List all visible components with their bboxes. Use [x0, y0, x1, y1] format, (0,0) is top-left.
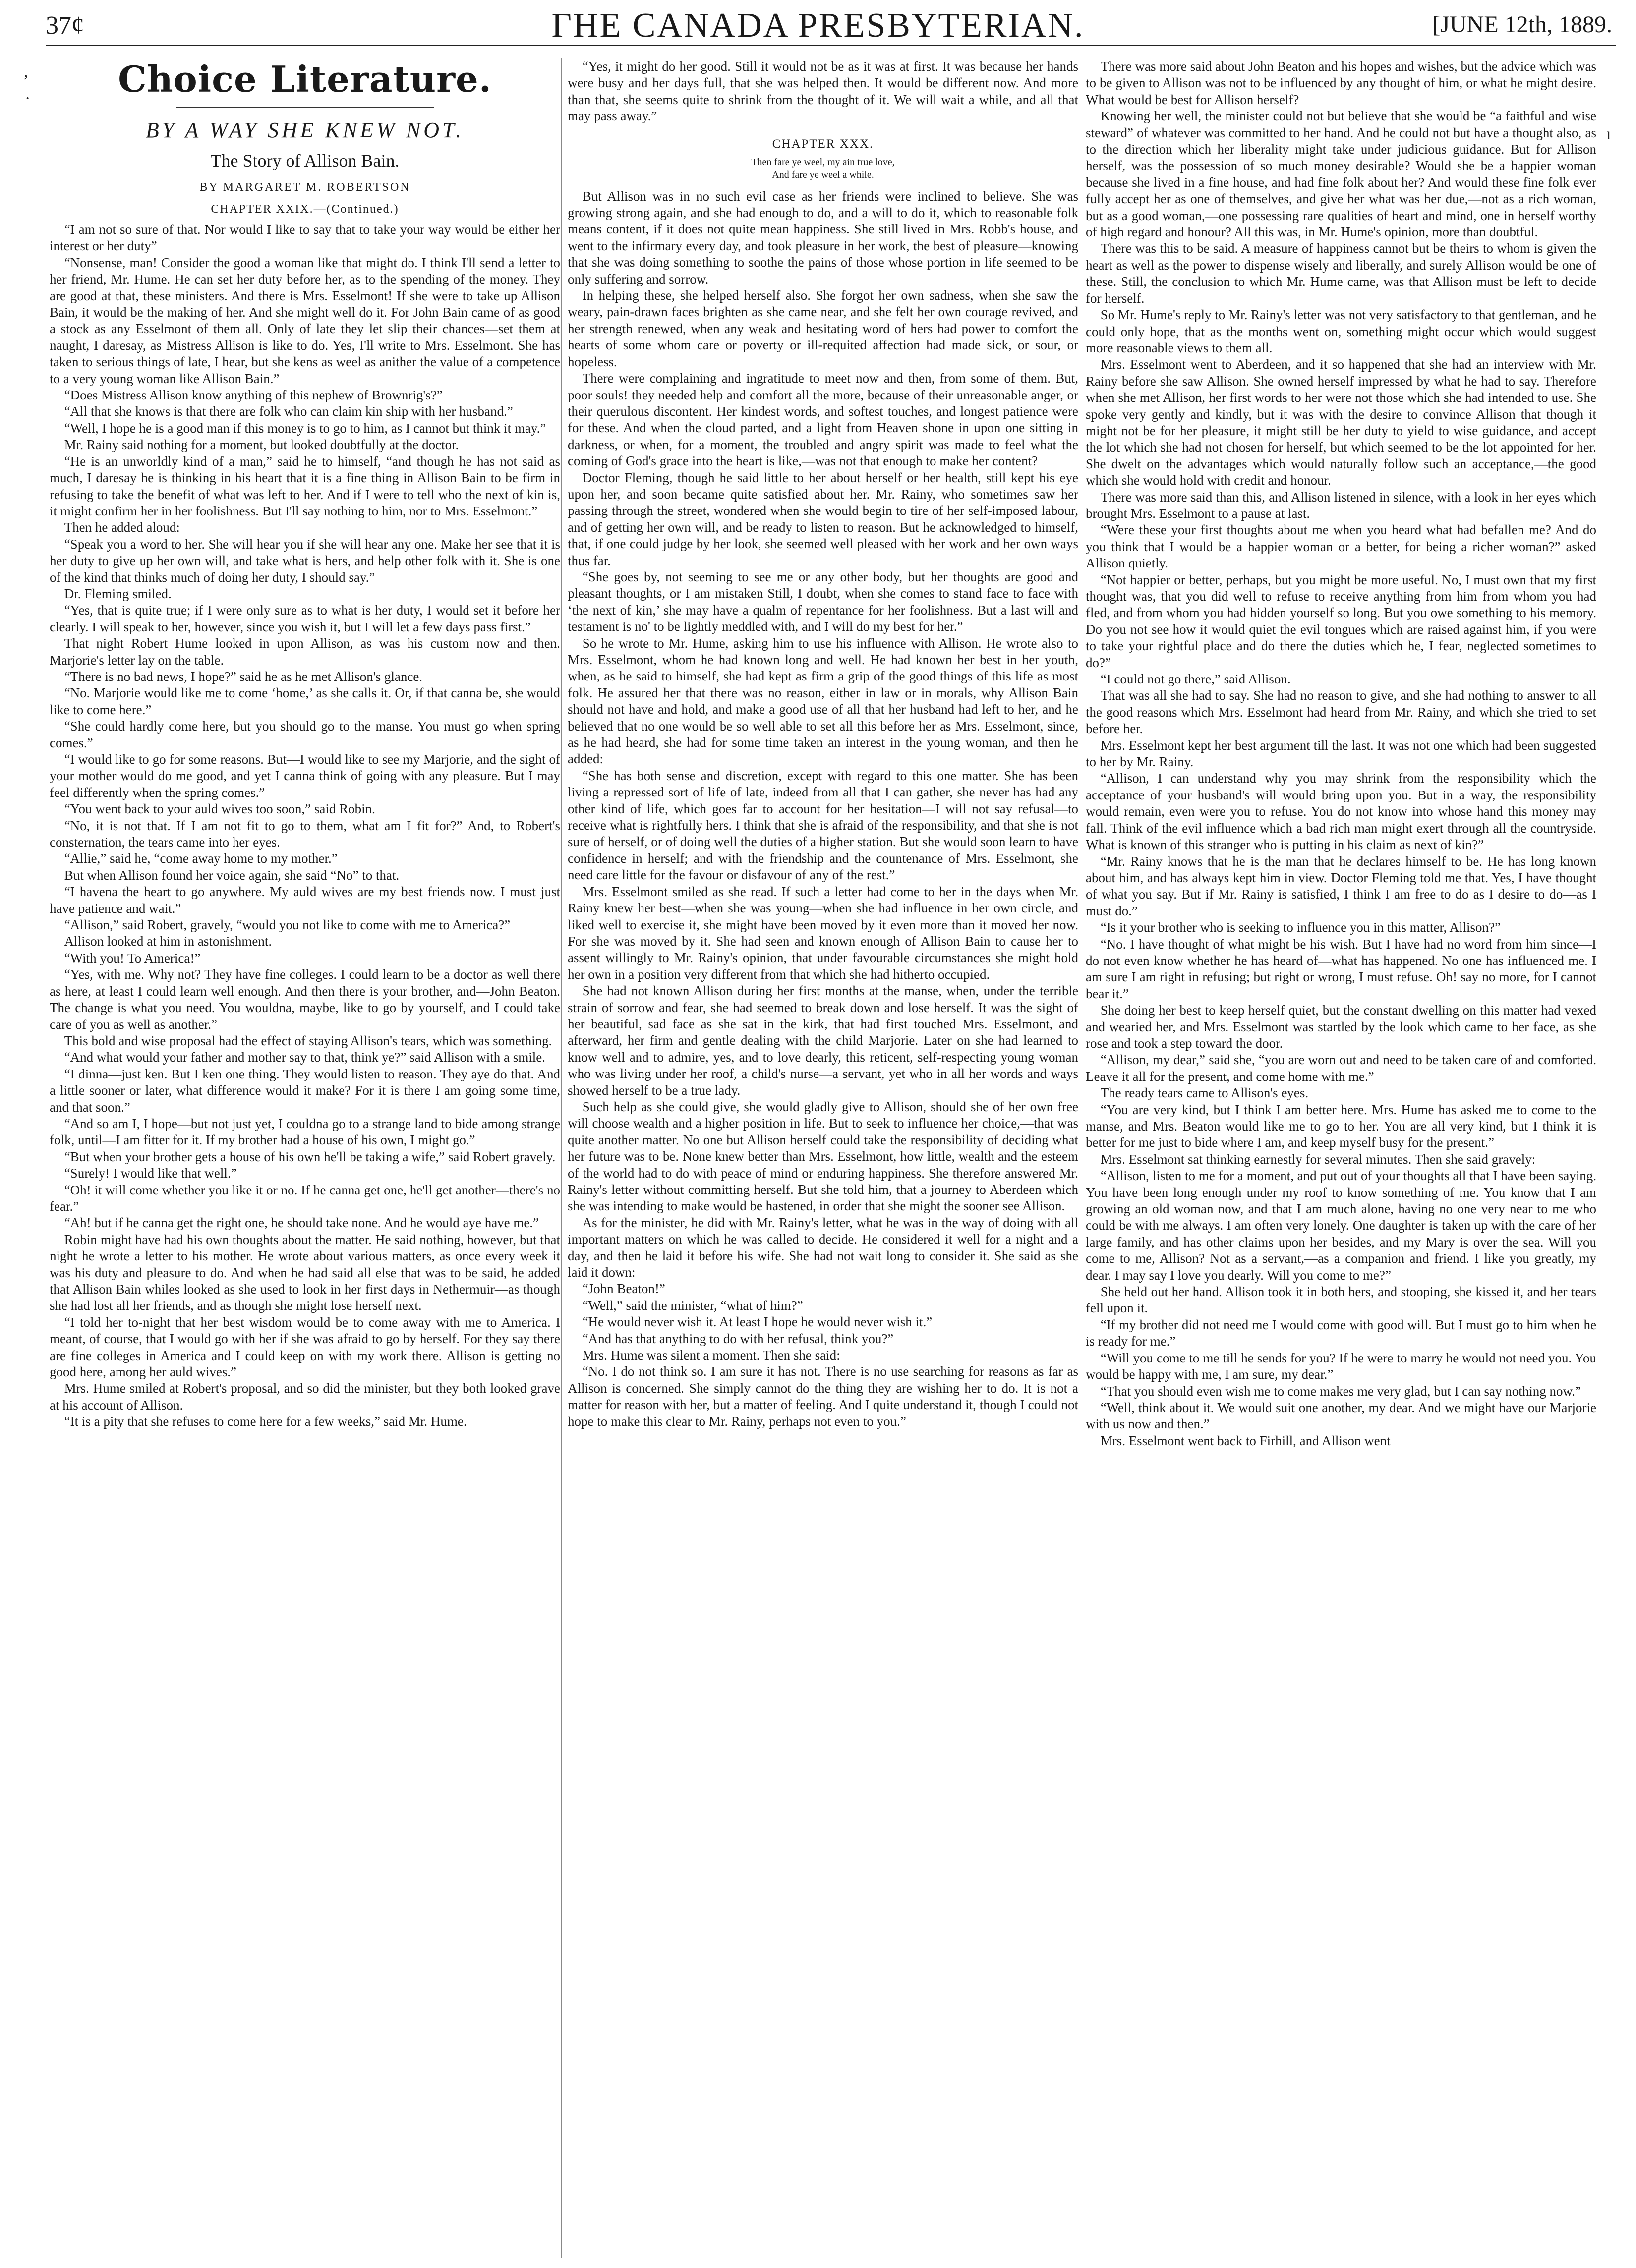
paragraph: “No. I have thought of what might be his wish. But I have had no word from him since—I do not even know whether he has heard of—what has happened. No one has influenced me. I am sure I am right in refusing; but right or wrong, I must refuse. Oh! say no more, for I cannot bear it.”	[1086, 936, 1596, 1001]
paragraph: “She could hardly come here, but you should go to the manse. You must go when spring comes.”	[50, 719, 560, 750]
paragraph: In helping these, she helped herself also. She forgot her own sadness, when she saw the weary, pain-drawn faces brighten as she came near, and she felt her own courage revived, and her strength renewed, when any weak and hesitating word of hers had power to comfort the hearts of some whom care or poverty or ill-requited affection had made sick, or sour, or hopeless.	[568, 288, 1078, 369]
paragraph: Mrs. Esselmont kept her best argument till the last. It was not one which had been suggested to her by Mr. Rainy.	[1086, 737, 1596, 770]
column-2-continuation	[568, 58, 1078, 125]
paragraph: “Ah! but if he canna get the right one, he should take none. And he would aye have me.”	[64, 1215, 539, 1231]
paragraph: “Well,” said the minister, “what of him?”	[582, 1298, 803, 1313]
epigraph-line: Then fare ye weel, my ain true love,	[751, 156, 895, 168]
paragraph: “There is no bad news, I hope?” said he as he met Allison's glance.	[64, 669, 423, 684]
paragraph: Mrs. Hume was silent a moment. Then she said:	[582, 1348, 840, 1363]
paragraph: “Were these your first thoughts about me when you heard what had befallen me? And do you think that I would be a happier woman or a better, for being a richer woman?” asked Allison quietly.	[1086, 522, 1596, 571]
paragraph: Then he added aloud:	[64, 520, 180, 535]
paragraph: “He is an unworldly kind of a man,” said he to himself, “and though he has not said as much, I daresay he is thinking in his heart that it is a fine thing in Allison Bain to be firm in refusing to take the benefit of what was left to her. And if I were to tell who the next of kin is, it might confirm her in her foolishness. But I'll say nothing to him, nor to Mrs. Esselmont.”	[50, 454, 560, 518]
paragraph: “John Beaton!”	[582, 1281, 665, 1297]
paragraph: “Yes, that is quite true; if I were only sure as to what is her duty, I would set it before her clearly. I will speak to her, however, since you wish it, but I will let a few days pass first.”	[50, 603, 560, 634]
paragraph: That night Robert Hume looked in upon Allison, as was his custom now and then. Marjorie's letter lay on the table.	[50, 636, 560, 668]
epigraph	[568, 156, 1078, 181]
paragraph: “Oh! it will come whether you like it or no. If he canna get one, he'll get another—there's no fear.”	[50, 1182, 560, 1214]
story-subtitle: The Story of Allison Bain.	[210, 151, 400, 170]
paragraph: Knowing her well, the minister could not but believe that she would be “a faithful and wise steward” of whatever was committed to her hand. And he could not but have a thought also, as to the direction which her liberality might take under judicious guidance. But for Allison herself, was the possession of so much money desirable? Would she be a happier woman because she lived in a fine house, and had fine folk about her? And would these fine folk ever fully accept her as one of themselves, and give her what was her due,—not as a rich woman, but as a good woman,—one possessing rare qualities of heart and mind, one in herself worthy of high regard and honour? All this was, in Mr. Hume's opinion, more than doubtful.	[1086, 109, 1596, 240]
paragraph: Mrs. Esselmont went back to Firhill, and Allison went	[1100, 1433, 1391, 1448]
margin-mark: ·	[25, 89, 31, 108]
paragraph: “She has both sense and discretion, except with regard to this one matter. She has been living a repressed sort of life of late, indeed from all that I can gather, she never has had any other kind of life, which goes far to account for her hesitation—I will not say refusal—to receive what is rightfully hers. I think that she is afraid of the responsibility, and that she is not sure of herself, or of doing well the duties of a higher station. But she would soon learn to have confidence in herself; and with the friendship and the countenance of Mrs. Esselmont, she need care little for the favour or disfavour of any of the rest.”	[568, 768, 1078, 883]
paragraph: “No, it is not that. If I am not fit to go to them, what am I fit for?” And, to Robert's consternation, the tears came into her eyes.	[50, 818, 560, 850]
paragraph: “If my brother did not need me I would come with good will. But I must go to him when he is ready for me.”	[1086, 1317, 1596, 1349]
paragraph: “You are very kind, but I think I am better here. Mrs. Hume has asked me to come to the manse, and Mrs. Beaton would like me to go to her. You are all very kind, but I think it is better for me just to bide where I am, and keep myself busy for the present.”	[1086, 1102, 1596, 1150]
byline: BY MARGARET M. ROBERTSON	[199, 181, 410, 194]
column-3	[1086, 58, 1596, 2263]
paragraph: This bold and wise proposal had the effect of staying Allison's tears, which was something.	[64, 1033, 552, 1048]
paragraph: “Not happier or better, perhaps, but you might be more useful. No, I must own that my first thought was, that you did well to refuse to receive anything from him from whom you had fled, and from whom you had hidden yourself so long. But you owe something to his memory. Do you not see how it would quiet the evil tongues which are raised against him, if you were to take your rightful place and do there the duties which he, I fear, neglected sometimes to do?”	[1086, 572, 1596, 670]
paragraph: “Yes, it might do her good. Still it would not be as it was at first. It was because her hands were busy and her days full, that she was helped then. It would be different now. And more than that, she seems quite to shrink from the thought of it. We will wait a while, and all that may pass away.”	[568, 59, 1078, 124]
paragraph: She doing her best to keep herself quiet, but the constant dwelling on this matter had vexed and wearied her, and Mrs. Esselmont was startled by the look which came to her face, as she rose and took a step toward the door.	[1086, 1003, 1596, 1051]
paragraph: “Allison,” said Robert, gravely, “would you not like to come with me to America?”	[64, 917, 511, 933]
paragraph: “No. Marjorie would like me to come ‘home,’ as she calls it. Or, if that canna be, she would like to come here.”	[50, 685, 560, 717]
paragraph: “I dinna—just ken. But I ken one thing. They would listen to reason. They aye do that. And a little sooner or later, what difference would it make? For it is there I am going some time, and that soon.”	[50, 1066, 560, 1115]
column-divider	[561, 58, 562, 2258]
section-rule	[176, 107, 434, 108]
paragraph: “She goes by, not seeming to see me or any other body, but her thoughts are good and pleasant thoughts, or I am mistaken Still, I doubt, when she comes to stand face to face with ‘the next of kin,’ she may have a qualm of repentance for her foolishness. But a last will and testament is no' to be lightly meddled with, and I will do my best for her.”	[568, 569, 1078, 634]
paragraph: Mr. Rainy said nothing for a moment, but looked doubtfully at the doctor.	[64, 437, 459, 453]
paragraph: “I am not so sure of that. Nor would I like to say that to take your way would be either her interest or her duty”	[50, 222, 560, 254]
paragraph: “That you should even wish me to come makes me very glad, but I can say nothing now.”	[1100, 1383, 1581, 1399]
paragraph: That was all she had to say. She had no reason to give, and she had nothing to answer to all the good reasons which Mrs. Esselmont had heard from Mr. Rainy, and which she tried to set before her.	[1086, 688, 1596, 737]
paragraph: Mrs. Esselmont sat thinking earnestly for several minutes. Then she said gravely:	[1100, 1151, 1536, 1167]
paragraph: “Nonsense, man! Consider the good a woman like that might do. I think I'll send a letter to her friend, Mr. Hume. He can set her duty before her, as to the spending of the money. They are good at that, these ministers. And there is Mrs. Esselmont! If she were to take up Allison Bain, it would be the making of her. And she might well do it. For John Bain came of as good a stock as any Esselmont of them all. Only of late they let slip their chances—set them at naught, I daresay, as Mistress Allison is like to do. Yes, I'll write to Mrs. Esselmont. She has taken to serious things of late, I hear, but she kens as weel as anither the value of a competence to a very young woman like Allison Bain.”	[50, 255, 560, 386]
masthead	[0, 0, 1636, 47]
paragraph: But when Allison found her voice again, she said “No” to that.	[64, 867, 400, 883]
paragraph: The ready tears came to Allison's eyes.	[1100, 1085, 1309, 1101]
paragraph: She held out her hand. Allison took it in both hers, and stooping, she kissed it, and her tears fell upon it.	[1086, 1284, 1596, 1316]
paragraph: “No. I do not think so. I am sure it has not. There is no use searching for reasons as far as Allison is concerned. She simply cannot do the thing they are wishing her to do. It is not a matter for reason with her, but a matter of feeling. And I quite understand it, though I could not hope to make this clear to Mr. Rainy, perhaps not even to you.”	[568, 1364, 1078, 1429]
paragraph: “Allison, listen to me for a moment, and put out of your thoughts all that I have been saying. You have been long enough under my roof to know something of me. You know that I am growing an old woman now, and that I am much alone, having no one very near to me who could be with me always. I am often very lonely. One daughter is taken up with the care of her large family, and has other claims upon her besides, and my Mary is over the sea. Will you come to me, Allison? Not as a servant,—as a companion and friend. I like you greatly, my dear. I may say I love you dearly. Will you come to me?”	[1086, 1168, 1596, 1283]
paragraph: Doctor Fleming, though he said little to her about herself or her health, still kept his eye upon her, and soon became quite satisfied about her. Mr. Rainy, who sometimes saw her passing through the street, wondered when she would begin to tire of her self-imposed labour, and of getting her own will, and be ready to listen to reason. But he acknowledged to himself, that, if one could judge by her look, she seemed well pleased with her work and her own ways thus far.	[568, 470, 1078, 568]
margin-mark: ,	[24, 62, 28, 81]
paragraph: “Well, think about it. We would suit one another, my dear. And we might have our Marjorie with us now and then.”	[1086, 1400, 1596, 1432]
column-2	[568, 58, 1078, 2263]
paragraph: There were complaining and ingratitude to meet now and then, from some of them. But, poor souls! they needed help and comfort all the more, because of their unreasonable anger, or their querulous discontent. Her kindest words, and softest touches, and longest patience were for these. And when the cloud parted, and a light from Heaven shone in upon one sitting in darkness, or when, for a moment, the troubled and angry spirit was made to feel what the coming of God's grace into the heart is like,—was not that enough to make her content?	[568, 371, 1078, 469]
paragraph: “Mr. Rainy knows that he is the man that he declares himself to be. He has long known about him, and has always kept him in view. Doctor Fleming told me that. Yes, I have thought of what you say. But if Mr. Rainy is satisfied, I think I am free to do as I desire to do—as I must do.”	[1086, 853, 1596, 918]
paragraph: “Speak you a word to her. She will hear you if she will hear any one. Make her see that it is her duty to give up her own will, and take what is hers, and help other folk with it. She is one of the kind that thinks much of doing her duty, I should say.”	[50, 536, 560, 585]
paragraph: “Surely! I would like that well.”	[64, 1166, 237, 1181]
paragraph: “Allie,” said he, “come away home to my mother.”	[64, 851, 338, 866]
chapter-heading: CHAPTER XXX.	[772, 137, 874, 151]
section-title: Choice Literature.	[118, 58, 492, 100]
paragraph: Dr. Fleming smiled.	[64, 586, 172, 601]
column-3-body	[1086, 58, 1596, 1449]
paragraph: “Well, I hope he is a good man if this money is to go to him, as I cannot but think it may.”	[64, 420, 546, 436]
paragraph: But Allison was in no such evil case as her friends were inclined to believe. She was growing strong again, and she had enough to do, and a will to do it, which to reasonable folk means content, if it does not quite mean happiness. She still lived in Mrs. Robb's house, and went to the infirmary every day, and took pleasure in her work, the best of pleasure—knowing that she was doing something to soothe the pains of those whose portion in life seemed to be only suffering and sorrow.	[568, 188, 1078, 286]
paragraph: There was more said than this, and Allison listened in silence, with a look in her eyes which brought Mrs. Esselmont to a pause at last.	[1086, 489, 1596, 521]
story-title: BY A WAY SHE KNEW NOT.	[145, 118, 465, 142]
paragraph: “Will you come to me till he sends for you? If he were to marry he would not need you. You would be happy with me, I am sure, my dear.”	[1086, 1350, 1596, 1382]
paragraph: “All that she knows is that there are folk who can claim kin ship with her husband.”	[64, 404, 513, 419]
paragraph: “I could not go there,” said Allison.	[1100, 672, 1291, 687]
paragraph: “Allison, I can understand why you may shrink from the responsibility which the acceptance of your husband's will would bring upon you. But in a way, the responsibility would remain, even were you to refuse. You do not know into whose hand this money may fall. Think of the evil influence which a bad rich man might exert through all the countryside. What is known of this stranger who is putting in his claim as next of kin?”	[1086, 771, 1596, 852]
paragraph: “And has that anything to do with her refusal, think you?”	[582, 1331, 894, 1346]
issue-date: [JUNE 12th, 1889.	[1432, 11, 1612, 38]
paragraph: Robin might have had his own thoughts about the matter. He said nothing, however, but that night he wrote a letter to his mother. He wrote about various matters, as once every week it was his duty and pleasure to do. And when he had said all else that was to be said, he added that Allison Bain whiles looked as she used to look in her first days in Nethermuir—as though she had lost all her friends, and as though she might lose herself next.	[50, 1232, 560, 1313]
paragraph: “I havena the heart to go anywhere. My auld wives are my best friends now. I must just have patience and wait.”	[50, 884, 560, 916]
header-rule	[46, 45, 1616, 46]
paragraph: “I told her to-night that her best wisdom would be to come away with me to America. I meant, of course, that I would go with her if she was afraid to go by herself. For they say there are fine colleges in America and I could keep on with my work there. Allison is getting no good here, among her auld wives.”	[50, 1314, 560, 1380]
journal-title: ГHE CANADA PRESBYTERIAN.	[551, 6, 1085, 45]
page-number: 37¢	[46, 11, 84, 40]
margin-mark: ı	[1606, 125, 1611, 143]
paragraph: “Is it your brother who is seeking to influence you in this matter, Allison?”	[1100, 920, 1501, 935]
paragraph: Such help as she could give, she would gladly give to Allison, should she of her own free will choose wealth and a higher position in life. But to seek to influence her choice,—that was quite another matter. No one but Allison herself could take the responsibility of deciding what her future was to be. None knew better than Mrs. Esselmont, how little, wealth and the esteem of the world had to do with peace of mind or enduring happiness. She therefore answered Mr. Rainy's letter without committing herself. But she told him, that a journey to Aberdeen which she was intending to make would be hastened, in order that she might the sooner see Allison.	[568, 1099, 1078, 1214]
paragraph: So Mr. Hume's reply to Mr. Rainy's letter was not very satisfactory to that gentleman, and he could only hope, that as the months went on, something might occur which would suggest more reasonable views to them all.	[1086, 307, 1596, 355]
paragraph: “It is a pity that she refuses to come here for a few weeks,” said Mr. Hume.	[64, 1414, 467, 1429]
paragraph: Mrs. Hume smiled at Robert's proposal, and so did the minister, but they both looked grave at his account of Allison.	[50, 1381, 560, 1413]
paragraph: “He would never wish it. At least I hope he would never wish it.”	[582, 1314, 933, 1330]
paragraph: So he wrote to Mr. Hume, asking him to use his influence with Allison. He wrote also to Mrs. Esselmont, whom he had known long and well. He had known her best in her youth, when, as he said to himself, she had kept as firm a grip of the good things of this life as most folk. He assured her that there was no reason, either in law or in morals, why Allison Bain should not have and hold, and make a good use of all that her husband had left to her, and he believed that no one would be so well able to set all this before her as Mrs. Esselmont, since, as he had heard, she had for some time taken an interest in the young woman, and then he added:	[568, 635, 1078, 767]
column-1-body	[50, 222, 560, 1430]
column-1	[50, 58, 560, 2263]
paragraph: “Does Mistress Allison know anything of this nephew of Brownrig's?”	[64, 388, 443, 403]
paragraph: “But when your brother gets a house of his own he'll be taking a wife,” said Robert gravely.	[64, 1149, 556, 1164]
paragraph: Mrs. Esselmont smiled as she read. If such a letter had come to her in the days when Mr. Rainy knew her best—when she was young—when she had influence in her own circle, and liked well to exercise it, she might have been moved by it even more than it moved her now. For she was moved by it. She had seen and known enough of Allison Bain to cause her to assent willingly to Mr. Rainy's opinion, that under favourable circumstances she might hold her own in a position very different from that which she had hitherto occupied.	[568, 884, 1078, 982]
column-2-body	[568, 188, 1078, 1430]
paragraph: She had not known Allison during her first months at the manse, when, under the terrible strain of sorrow and fear, she had seemed to break down and lose herself. It was the sight of her beautiful, sad face as she sat in the kirk, that had first touched Mrs. Esselmont, and afterward, her firm and gentle dealing with the child Marjorie. Later on she had learned to know well and to admire, yes, and to love dearly, this reticent, self-respecting young woman who was living under her roof, a child's nurse—a servant, yet who in all her words and ways showed herself to be a true lady.	[568, 983, 1078, 1098]
paragraph: As for the minister, he did with Mr. Rainy's letter, what he was in the way of doing with all important matters on which he was called to decide. He considered it well for a night and a day, and then he laid it before his wife. She had not wait long to consider it. She said as she laid it down:	[568, 1215, 1078, 1280]
paragraph: “And what would your father and mother say to that, think ye?” said Allison with a smile.	[64, 1050, 545, 1065]
paragraph: There was more said about John Beaton and his hopes and wishes, but the advice which was to be given to Allison was not to be influenced by any thought of him, or what he might desire. What would be best for Allison herself?	[1086, 59, 1596, 107]
paragraph: “Allison, my dear,” said she, “you are worn out and need to be taken care of and comforted. Leave it all for the present, and come home with me.”	[1086, 1052, 1596, 1084]
paragraph: Mrs. Esselmont went to Aberdeen, and it so happened that she had an interview with Mr. Rainy before she saw Allison. She owned herself impressed by what he had to say. Therefore when she met Allison, her first words to her were not those which she had intended to use. She spoke very gently and kindly, but it was with the desire to convince Allison that though it might not be for her pleasure, it might still be her duty to yield to wise guidance, and accept the lot which she had not chosen for herself, but which seemed to be the lot appointed for her. She dwelt on the advantages which would naturally follow such an acceptance,—the good which she would hold with credit and honour.	[1086, 357, 1596, 488]
epigraph-line: And fare ye weel a while.	[772, 169, 874, 180]
paragraph: Allison looked at him in astonishment.	[64, 934, 272, 949]
chapter-heading: CHAPTER XXIX.—(Continued.)	[211, 203, 399, 216]
paragraph: “I would like to go for some reasons. But—I would like to see my Marjorie, and the sight of your mother would do me good, and yet I canna think of going with any pleasure. But I may feel differently when the spring comes.”	[50, 752, 560, 800]
paragraph: “And so am I, I hope—but not just yet, I couldna go to a strange land to bide among strange folk, until—I am fitter for it. If my brother had a house of his own, I might go.”	[50, 1116, 560, 1148]
paragraph: There was this to be said. A measure of happiness cannot but be theirs to whom is given the heart as well as the power to dispense wisely and liberally, and surely Allison would be one of these. Still, the conclusion to which Mr. Hume came, was that Allison must be left to decide for herself.	[1086, 241, 1596, 306]
paragraph: “You went back to your auld wives too soon,” said Robin.	[64, 801, 375, 817]
paragraph: “Yes, with me. Why not? They have fine colleges. I could learn to be a doctor as well there as here, at least I could learn well enough. And then there is your brother, and—John Beaton. The change is what you need. You wouldna, maybe, like to go by yourself, and I could take care of you as well as another.”	[50, 967, 560, 1032]
paragraph: “With you! To America!”	[64, 950, 201, 965]
